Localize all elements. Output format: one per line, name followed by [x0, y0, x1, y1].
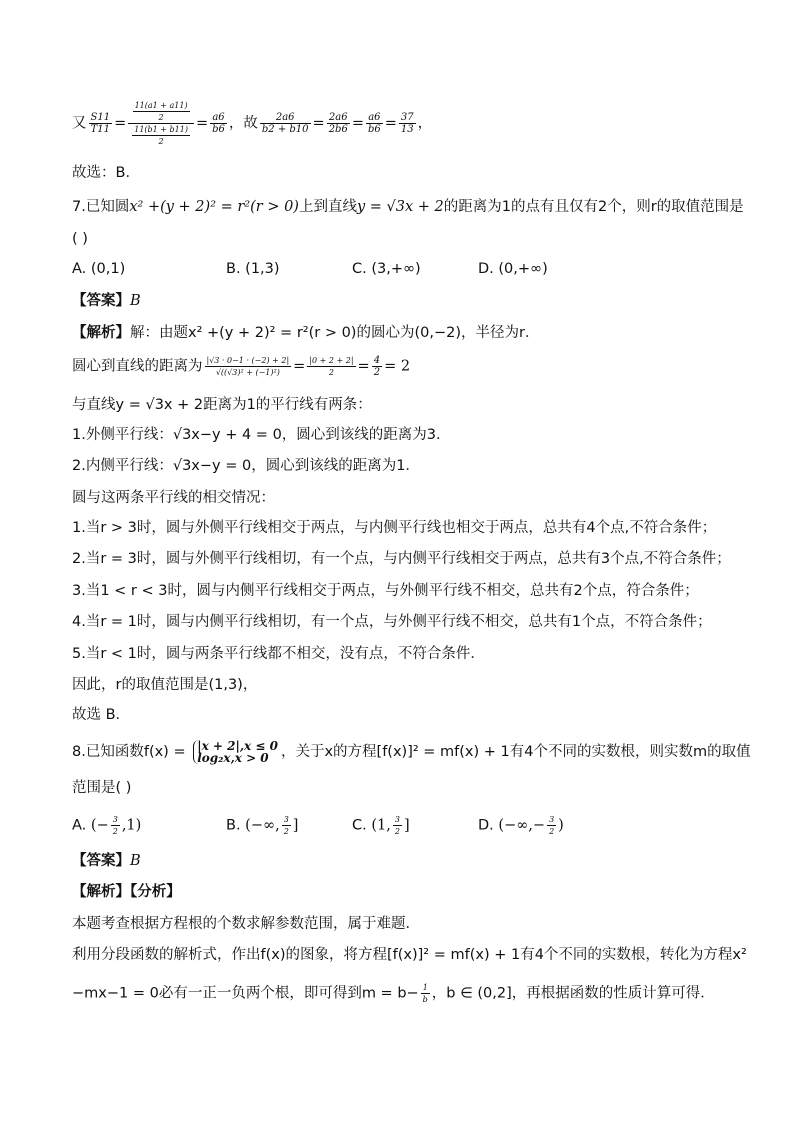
q7-choice-d: D. (0,+∞) [478, 261, 548, 277]
q7-solution-line-3: 与直线y = √3x + 2距离为1的平行线有两条： [72, 397, 372, 413]
q7-answer: 【答案】B [72, 293, 141, 309]
q7-solution-line-1: 【解析】解：由题x² +(y + 2)² = r²(r > 0)的圆心为(0,−2)，半径为r． [72, 325, 540, 341]
q7-solution-line-12: 因此，r的取值范围是(1,3)， [72, 677, 258, 693]
distance-fraction: $\frac{|√3 \cdot 0-1 \cdot (-2) + 2|}{\text{√((√3)² + (−1)²)}}$ [206, 356, 290, 377]
q7-choice-b: B. (1,3) [226, 261, 280, 277]
q7-choice-a: A. (0,1) [72, 261, 126, 277]
q7-solution-line-4: 1.外侧平行线：√3x−y + 4 = 0，圆心到该线的距离为3． [72, 427, 451, 443]
q7-distance-line: 圆心到直线的距离为 $\frac{|√3 \cdot 0-1 \cdot (-2) + 2|}{\text{√((√3)² + (−1)²)}}$ = $\frac{|0 + 2 + 2|}{2}$ = $\frac{4}{2}$ = 2 [72, 355, 411, 378]
question-7-paren: ( ) [72, 231, 88, 247]
frac-sum-ratio: $\frac{\frac{11(a1 + a11)}{2}}{\frac{11(b1 + b11)}{2}}$ [128, 100, 194, 147]
q7-solution-line-13: 故选 B． [72, 707, 131, 723]
q8-analysis-line-1: 本题考查根据方程根的个数求解参数范围，属于难题． [72, 916, 420, 932]
q8-analysis-line-3: −mx−1 = 0必有一正一负两个根，即可得到m = b− $\frac{1}{b}$ ，b ∈ (0,2]，再根据函数的性质计算可得． [72, 983, 715, 1004]
q7-solution-line-9: 3.当1 < r < 3时，圆与内侧平行线相交于两点，与外侧平行线不相交，总共有2个点，符合条件； [72, 583, 699, 599]
distance-fraction-2: $\frac{|0 + 2 + 2|}{2}$ [309, 356, 354, 377]
frac-s-over-t: $\frac{S11}{T11}$ [90, 112, 111, 135]
q8-analysis-line-2: 利用分段函数的解析式，作出f(x)的图象，将方程[f(x)]² = mf(x) + 1有4个不同的实数根，转化为方程x² [72, 947, 747, 963]
frac-a6-b6: $\frac{a6}{b6}$ [212, 112, 225, 135]
q7-solution-line-8: 2.当r = 3时，圆与外侧平行线相切，有一个点，与内侧平行线相交于两点，总共有3个点,不符合条件； [72, 551, 731, 567]
q8-choice-d: D. (−∞,− $\frac{3}{2}$ ) [478, 815, 564, 836]
ratio-derivation-line: 又 $\frac{S11}{T11}$ = $\frac{\frac{11(a1 + a11)}{2}}{\frac{11(b1 + b11)}{2}}$ = $\frac{a6}{b6}$ ，故 $\frac{2a6}{b2 + b10}$ = $\frac{2a6}{2b6}$ = $\frac{a6}{b6}$ = $\frac{37}{13}$ ， [72, 101, 433, 146]
frac-a6-b6-2: $\frac{a6}{b6}$ [367, 112, 381, 135]
select-b-line-1: 故选：B． [72, 165, 140, 181]
question-8-line-2: 范围是( ) [72, 780, 132, 796]
question-8-stem: 8.已知函数f(x) = |x + 2|,x ≤ 0 log₂x,x > 0 ，关于x的方程[f(x)]² = mf(x) + 1有4个不同的实数根，则实数m的取值 [72, 739, 751, 765]
q7-solution-line-6: 圆与这两条平行线的相交情况： [72, 490, 275, 506]
piecewise-function: |x + 2|,x ≤ 0 log₂x,x > 0 [193, 740, 278, 764]
lead-char: 又 [72, 115, 87, 132]
q7-solution-line-5: 2.内侧平行线：√3x−y = 0，圆心到该线的距离为1． [72, 458, 420, 474]
frac-2a6-2b6: $\frac{2a6}{2b6}$ [328, 112, 348, 135]
q8-choice-b: B. (−∞, $\frac{3}{2}$ ] [226, 815, 299, 836]
frac-37-13: $\frac{37}{13}$ [400, 112, 414, 135]
q8-choice-c: C. (1, $\frac{3}{2}$ ] [352, 815, 410, 836]
frac-2a6-sum: $\frac{2a6}{b2 + b10}$ [261, 112, 309, 135]
q8-analysis-label: 【解析】【分析】 [72, 884, 181, 900]
distance-fraction-3: $\frac{4}{2}$ [373, 355, 381, 378]
q8-answer: 【答案】B [72, 853, 141, 869]
q7-solution-line-7: 1.当r > 3时，圆与外侧平行线相交于两点，与内侧平行线也相交于两点，总共有4个点,不符合条件； [72, 520, 717, 536]
q7-choice-c: C. (3,+∞) [352, 261, 421, 277]
q8-choice-a: A. (− $\frac{3}{2}$ ,1) [72, 815, 142, 836]
q7-solution-line-11: 5.当r < 1时，圆与两条平行线都不相交，没有点，不符合条件． [72, 646, 485, 662]
question-7-stem: 7.已知圆x² +(y + 2)² = r²(r > 0)上到直线y = √3x + 2的距离为1的点有且仅有2个，则r的取值范围是 [72, 199, 744, 215]
q7-solution-line-10: 4.当r = 1时，圆与内侧平行线相切，有一个点，与外侧平行线不相交，总共有1个点，不符合条件； [72, 614, 712, 630]
